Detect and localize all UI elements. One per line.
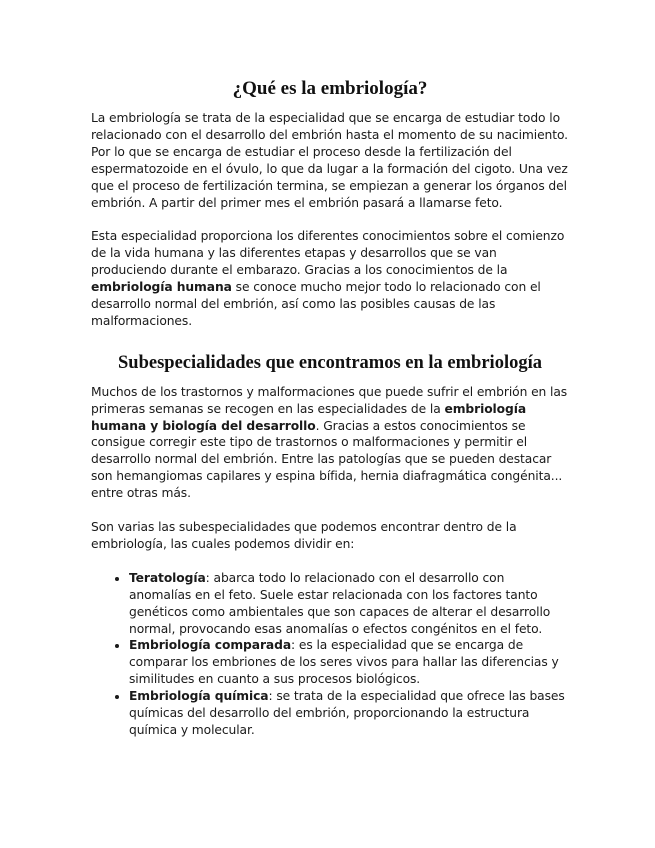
section-heading: Subespecialidades que encontramos en la embriología xyxy=(118,352,542,373)
list-item-embriologia-comparada xyxy=(129,637,569,688)
section-paragraph-1-text: Muchos de los trastornos y malformaciones que puede sufrir el embrión en las primeras semanas se recogen en las especialidades de la xyxy=(91,384,568,416)
subspecialty-list xyxy=(91,570,569,739)
list-item-desc: : es la especialidad que se encarga de comparar los embriones de los seres vivos para hallar las diferencias y similitudes en cuanto a sus procesos biológicos. xyxy=(129,638,559,687)
section-paragraph-2: Son varias las subespecialidades que podemos encontrar dentro de la embriología, las cuales podemos dividir en: xyxy=(91,520,517,551)
page-title: ¿Qué es la embriología? xyxy=(232,78,428,99)
list-item-desc: : abarca todo lo relacionado con el desarrollo con anomalías en el feto. Suele estar relacionada con los factores tanto genéticos como ambientales que son capaces de alterar el desarrollo normal, provocando esas anomalías o efectos congénitos en el feto. xyxy=(129,570,551,636)
intro-paragraph-2-text-end: se conoce mucho mejor todo lo relacionado con el desarrollo normal del embrión, así como las posibles causas de las malformaciones. xyxy=(91,280,541,328)
intro-paragraph-1: La embriología se trata de la especialidad que se encarga de estudiar todo lo relacionado con el desarrollo del embrión hasta el momento de su nacimiento. Por lo que se encarga de estudiar el proceso desde la fertilización del espermatozoide en el óvulo, lo que da lugar a la formación del cigoto. Una vez que el proceso de fertilización termina, se empiezan a generar los órganos del embrión. A partir del primer mes el embrión pasará a llamarse feto. xyxy=(91,111,568,210)
list-item-term: Embriología química xyxy=(129,689,269,704)
section-paragraph-1 xyxy=(91,384,569,502)
intro-paragraph-2-bold: embriología humana xyxy=(91,280,232,295)
list-item-desc: : se trata de la especialidad que ofrece las bases químicas del desarrollo del embrión, proporcionando la estructura química y molecular. xyxy=(129,689,565,737)
list-item-term: Embriología comparada xyxy=(129,638,292,653)
intro-paragraph-2-text: Esta especialidad proporciona los diferentes conocimientos sobre el comienzo de la vida humana y las diferentes etapas y desarrollos que se van produciendo durante el embarazo. Gracias a los conocimientos de la xyxy=(91,229,565,278)
section-paragraph-1-bold: embriología humana y biología del desarrollo xyxy=(91,401,527,433)
section-paragraph-1-text-end: . Gracias a estos conocimientos se consigue corregir este tipo de trastornos o malformaciones y permitir el desarrollo normal del embrión. Entre las patologías que se pueden destacar son hemangiomas capilares y espina bífida, hernia diafragmática congénita... entre otras más. xyxy=(91,418,563,501)
article xyxy=(91,78,569,739)
list-item-term: Teratología xyxy=(129,570,206,585)
list-item-embriologia-quimica xyxy=(129,688,569,739)
intro-paragraph-2 xyxy=(91,228,569,329)
list-item-teratologia xyxy=(129,570,569,638)
